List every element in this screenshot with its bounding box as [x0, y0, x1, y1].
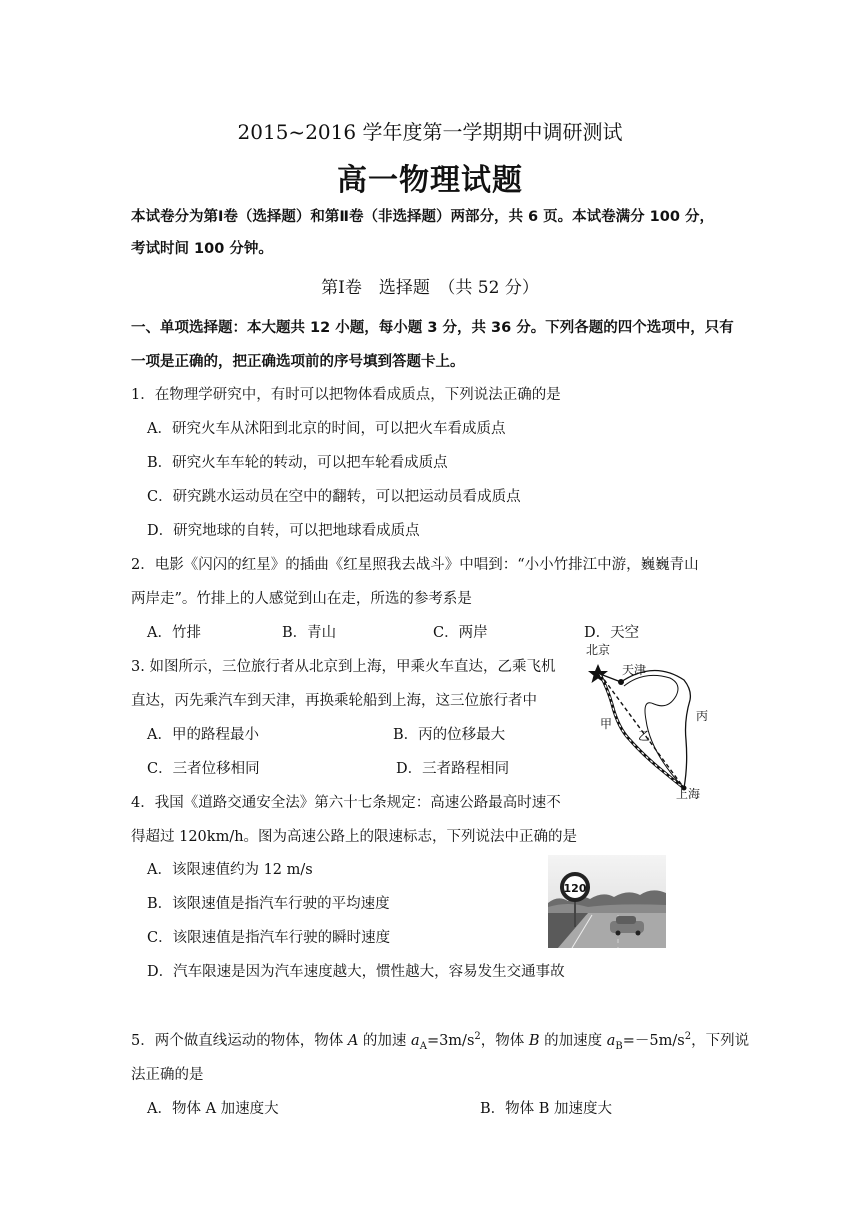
- coast-inner-loop: [624, 675, 680, 784]
- q4-option-d: D．汽车限速是因为汽车速度越大，惯性越大，容易发生交通事故: [147, 964, 565, 980]
- route-bing-ship-path: [621, 670, 690, 788]
- map-label-yi: 乙: [638, 729, 651, 743]
- q5-stem-line-1: 5．两个做直线运动的物体，物体 A 的加速 $a_A=3m/s^2$，物体 B 的加速度 $a_B=-5m/s^2$，下列说: [131, 1031, 750, 1052]
- q2-stem-line-2: 两岸走”。竹排上的人感觉到山在走，所选的参考系是: [131, 591, 472, 607]
- q1-option-d: D．研究地球的自转，可以把地球看成质点: [147, 523, 420, 539]
- map-label-beijing: 北京: [586, 643, 611, 657]
- q2-option-a: A．竹排: [147, 625, 201, 641]
- intro-line-2: 考试时间 100 分钟。: [131, 241, 273, 257]
- q2-stem-line-1: 2．电影《闪闪的红星》的插曲《红星照我去战斗》中唱到：“小小竹排江中游，巍巍青山: [131, 557, 699, 573]
- q1-option-b: B．研究火车车轮的转动，可以把车轮看成质点: [147, 455, 448, 471]
- q3-stem-line-1: 3. 如图所示，三位旅行者从北京到上海，甲乘火车直达，乙乘飞机: [131, 659, 556, 675]
- section-instruction-line-2: 一项是正确的，把正确选项前的序号填到答题卡上。: [131, 354, 465, 370]
- q4-option-a: A．该限速值约为 12 m/s: [147, 862, 313, 878]
- q1-option-c: C．研究跳水运动员在空中的翻转，可以把运动员看成质点: [147, 489, 521, 505]
- map-label-tianjin: 天津: [622, 663, 647, 677]
- q4-stem-line-1: 4．我国《道路交通安全法》第六十七条规定：高速公路最高时速不: [131, 795, 561, 811]
- q3-option-b: B．丙的位移最大: [393, 727, 506, 743]
- q3-option-d: D．三者路程相同: [396, 761, 510, 777]
- q4-stem-line-2: 得超过 120km/h。图为高速公路上的限速标志，下列说法中正确的是: [131, 829, 578, 845]
- speed-limit-sign-value: 120: [563, 882, 587, 895]
- exam-year-title: 2015~2016 学年度第一学期期中调研测试: [237, 120, 623, 144]
- section-instruction-line-1: 一、单项选择题：本大题共 12 小题，每小题 3 分，共 36 分。下列各题的四个选项中，只有: [131, 320, 734, 336]
- q4-option-c: C．该限速值是指汽车行驶的瞬时速度: [147, 930, 391, 946]
- q5-stem-line-2: 法正确的是: [131, 1067, 204, 1083]
- q5-option-b: B．物体 B 加速度大: [480, 1101, 613, 1117]
- exam-subject-title: 高一物理试题: [337, 163, 523, 198]
- route-map-figure: [584, 640, 734, 800]
- q3-option-c: C．三者位移相同: [147, 761, 260, 777]
- map-label-jia: 甲: [600, 717, 613, 731]
- q2-option-d: D．天空: [584, 625, 640, 641]
- section-title: 第Ⅰ卷 选择题 （共 52 分）: [321, 278, 539, 298]
- q2-option-c: C．两岸: [433, 625, 488, 641]
- speed-limit-photo: [548, 855, 666, 948]
- q1-stem: 1．在物理学研究中，有时可以把物体看成质点，下列说法正确的是: [131, 387, 561, 403]
- q3-option-a: A．甲的路程最小: [147, 727, 259, 743]
- intro-line-1: 本试卷分为第Ⅰ卷（选择题）和第Ⅱ卷（非选择题）两部分，共 6 页。本试卷满分 100 分，: [131, 209, 714, 225]
- q1-option-a: A．研究火车从沭阳到北京的时间，可以把火车看成质点: [147, 421, 506, 437]
- q2-option-b: B．青山: [282, 625, 337, 641]
- q5-option-a: A．物体 A 加速度大: [147, 1101, 279, 1117]
- q4-option-b: B．该限速值是指汽车行驶的平均速度: [147, 896, 390, 912]
- map-label-bing: 丙: [696, 709, 709, 723]
- q3-stem-line-2: 直达，丙先乘汽车到天津，再换乘轮船到上海，这三位旅行者中: [131, 693, 537, 709]
- map-label-shanghai: 上海: [676, 787, 701, 800]
